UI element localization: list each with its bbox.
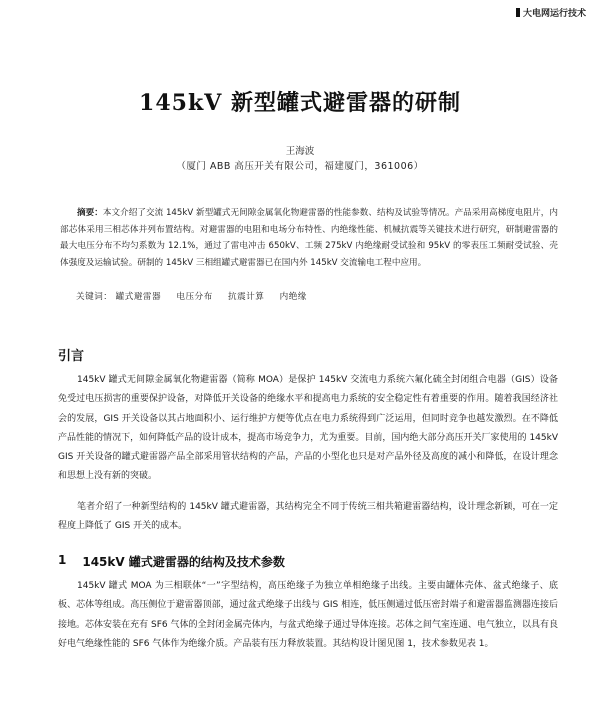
abstract-label: 摘要： [77,208,103,218]
section-1-paragraph-1: 145kV 罐式 MOA 为三相联体“一”字型结构，高压绝缘子为独立单相绝缘子出线。主要由罐体壳体、盆式绝缘子、底板、芯体等组成。高压侧位于避雷器顶部，通过盆式绝缘子出线与 GIS 相连，低压侧通过低压密封端子和避雷器监测器连接后接地。芯体安装在充有 SF6 气体的全封闭金属壳体内，与盆式绝缘子通过导体连接。芯体之间气室连通、电气独立，以具有良好电气绝缘性能的 SF6 气体作为绝缘介质。产品装有压力释放装置。其结构设计图见图 1，技术参数见表 1。 [58,581,558,649]
keywords [76,290,556,302]
section-number: 1 [58,553,67,567]
section-heading-1 [58,553,285,570]
section-title: 145kV 罐式避雷器的结构及技术参数 [82,555,285,569]
author-affiliation: （厦门 ABB 高压开关有限公司，福建厦门，361006） [176,161,424,172]
keyword: 电压分布 [176,292,213,302]
journal-header [516,6,586,19]
keywords-label: 关键词： [76,292,113,302]
intro-paragraph-1: 145kV 罐式无间隙金属氧化物避雷器（简称 MOA）是保护 145kV 交流电力系统六氟化硫全封闭组合电器（GIS）设备免受过电压损害的重要保护设备，对降低开关设备的绝缘水平和提高电力系统的安全稳定性有着重要的作用。随着我国经济社会的发展，GIS 开关设备以其占地面积小、运行维护方便等优点在电力系统得到广泛运用，但同时竞争也越发激烈。在不降低产品性能的情况下，如何降低产品的设计成本，提高市场竞争力，尤为重要。目前，国内绝大部分高压开关厂家使用的 145kV GIS 开关设备的罐式避雷器产品全部采用管状结构的产品，产品的小型化也只是对产品外径及高度的减小和降低，在设计理念和思想上没有新的突破。 [58,375,558,482]
author-name: 王海波 [285,146,315,157]
intro-paragraph-2: 笔者介绍了一种新型结构的 145kV 罐式避雷器，其结构完全不同于传统三相共箱避雷器结构，设计理念新颖，可在一定程度上降低了 GIS 开关的成本。 [58,502,558,532]
journal-name: 大电网运行技术 [522,9,586,19]
section-heading-intro: 引言 [58,349,85,364]
keyword: 抗震计算 [227,292,265,302]
keyword: 罐式避雷器 [115,292,162,302]
abstract [60,205,558,271]
keyword: 内绝缘 [279,292,307,302]
abstract-text: 本文介绍了交流 145kV 新型罐式无间隙金属氧化物避雷器的性能参数、结构及试验等情况。产品采用高梯度电阻片，内部芯体采用三相芯体并列布置结构。对避雷器的电阻和电场分布特性、内绝缘性能、机械抗震等关键技术进行研究，研制避雷器的最大电压分布不均匀系数为 12.1%，通过了雷电冲击 650kV、工频 275kV 内绝缘耐受试验和 95kV 的零表压工频耐受试验、壳体强度及运输试验。研制的 145kV 三相组罐式避雷器已在国内外 145kV 交流输电工程中应用。 [60,208,558,268]
paper-title: 145kV 新型罐式避雷器的研制 [139,90,461,116]
header-marker [516,8,520,17]
